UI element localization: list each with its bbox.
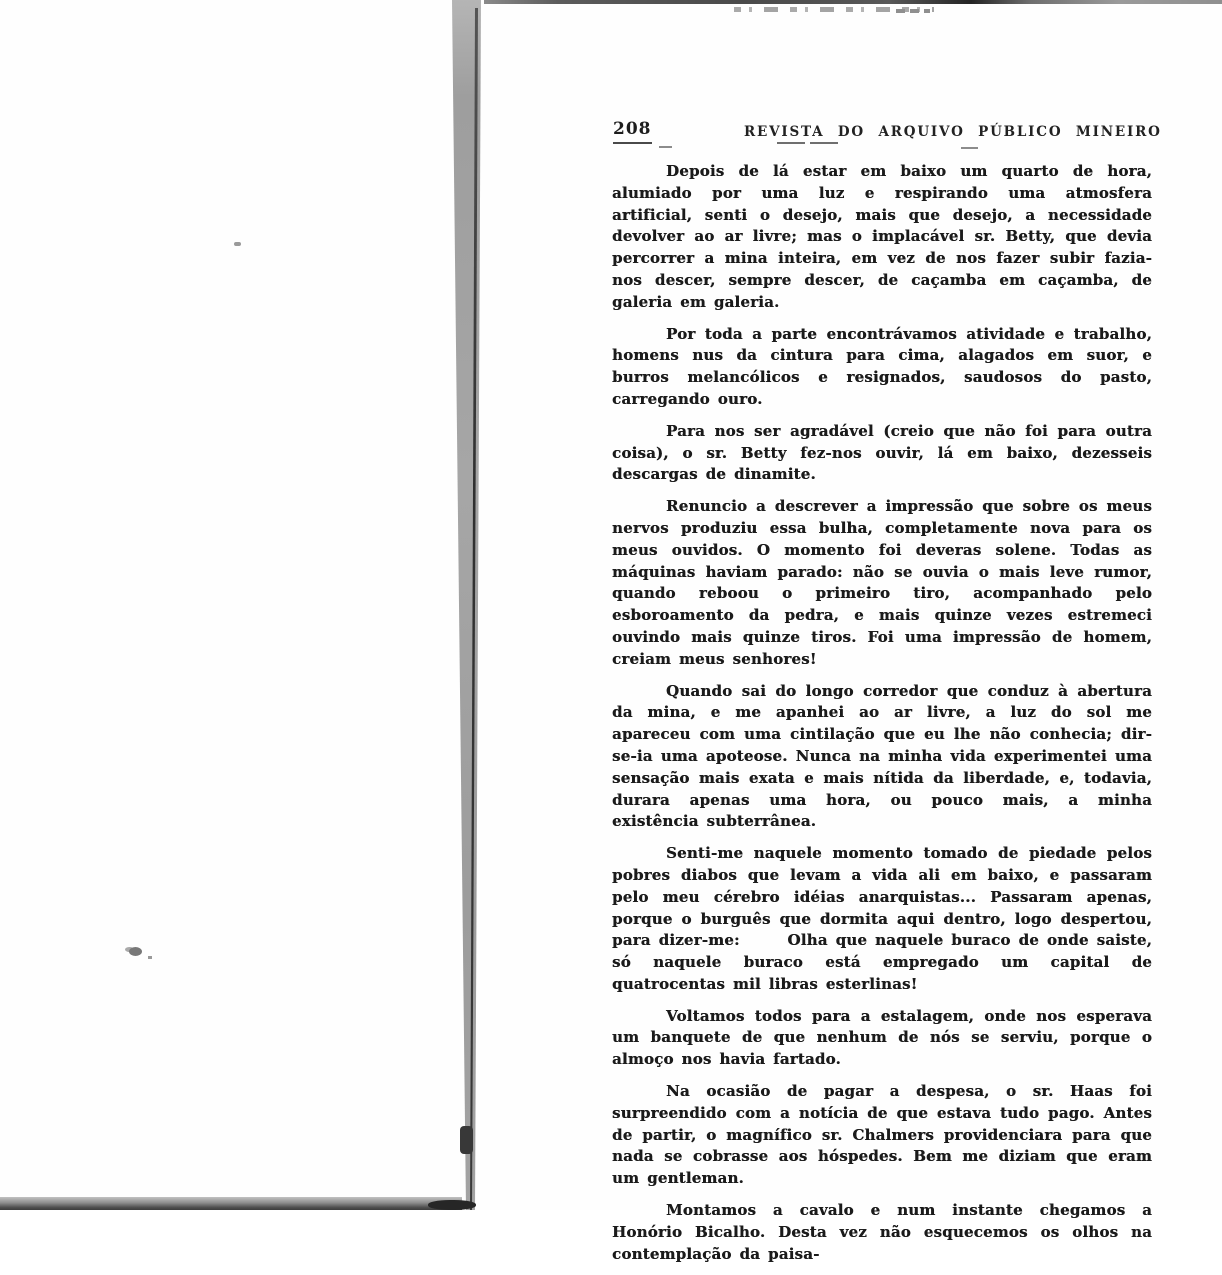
header-underline-mark xyxy=(659,146,672,148)
scan-spine-ink-blot xyxy=(460,1126,473,1154)
paragraph: Renuncio a descrever a impressão que sobre os meus nervos produziu essa bulha, completamente nova para os meus ouvidos. O momento foi deveras solene. Todas as máquinas haviam parado: não se ouvia o mais leve rumor, quando reboou o primeiro tiro, acompanhado pelo esboroamento da pedra, e mais quinze vezes estremeci ouvindo mais quinze tiros. Foi uma impressão de homem, creiam meus senhores! xyxy=(612,497,1160,668)
paragraph: Voltamos todos para a estalagem, onde nos esperava um banquete de que nenhum de nós se serviu, porque o almoço nos havia fartado. xyxy=(612,1006,1160,1069)
paragraph: Senti-me naquele momento tomado de piedade pelos pobres diabos que levam a vida ali em baixo, e passaram pelo meu cérebro idéias anarquistas... Passaram apenas, porque o burguês que dormita aqui dentro, logo despertou, para dizer-me: Olha que naquele buraco de onde saiste, só naquele buraco está empregado um capital de quatrocentas mil libras esterlinas! xyxy=(612,844,1160,993)
page-number: 208 xyxy=(613,119,652,144)
paragraph: Montamos a cavalo e num instante chegamos a Honório Bicalho. Desta vez não esquecemos os olhos na contemplação da paisa- xyxy=(612,1201,1160,1263)
header-underline-mark xyxy=(961,147,978,149)
scan-smudge xyxy=(129,947,142,956)
paragraph: Quando sai do longo corredor que conduz à abertura da mina, e me apanhei ao ar livre, a luz do sol me apareceu com uma cintilação que eu lhe não conhecia; dir-se-ia uma apoteose. Nunca na minha vida experimentei uma sensação mais exata e mais nítida da liberdade, e, todavia, durara apenas uma hora, ou pouco mais, a minha existência subterrânea. xyxy=(612,681,1160,831)
paragraph: Por toda a parte encontrávamos atividade e trabalho, homens nus da cintura para cima, alagados em suor, e burros melancólicos e resignados, saudosos do pasto, carregando ouro. xyxy=(612,324,1160,408)
journal-title: REVISTA DO ARQUIVO PÚBLICO MINEIRO xyxy=(744,124,1162,140)
scan-speck xyxy=(234,242,241,246)
paragraph: Na ocasião de pagar a despesa, o sr. Haas foi surpreendido com a notícia de que estava tudo pago. Antes de partir, o magnífico sr. Chalmers providenciara para que nada se cobrasse aos hóspedes. Bem me diziam que eram um gentleman. xyxy=(612,1082,1160,1188)
scan-speck xyxy=(148,956,152,959)
scan-bleedthrough-text-dashes xyxy=(896,9,930,13)
scan-top-edge-shadow xyxy=(484,0,1222,4)
header-underline-mark xyxy=(810,142,838,144)
scan-bottom-edge-shadow xyxy=(0,1197,462,1210)
header-underline-mark xyxy=(777,142,805,144)
scan-bottom-ink-blob xyxy=(428,1200,476,1210)
text-column xyxy=(612,161,1160,1275)
scan-spine-shadow xyxy=(450,0,482,1210)
paragraph: Depois de lá estar em baixo um quarto de hora, alumiado por uma luz e respirando uma atmosfera artificial, senti o desejo, mais que desejo, a necessidade devolver ao ar livre; mas o implacável sr. Betty, que devia percorrer a mina inteira, em vez de nos fazer subir fazia-nos descer, sempre descer, de caçamba em caçamba, de galeria em galeria. xyxy=(612,162,1160,311)
paragraph: Para nos ser agradável (creio que não foi para outra coisa), o sr. Betty fez-nos ouvir, lá em baixo, dezesseis descargas de dinamite. xyxy=(612,421,1160,484)
